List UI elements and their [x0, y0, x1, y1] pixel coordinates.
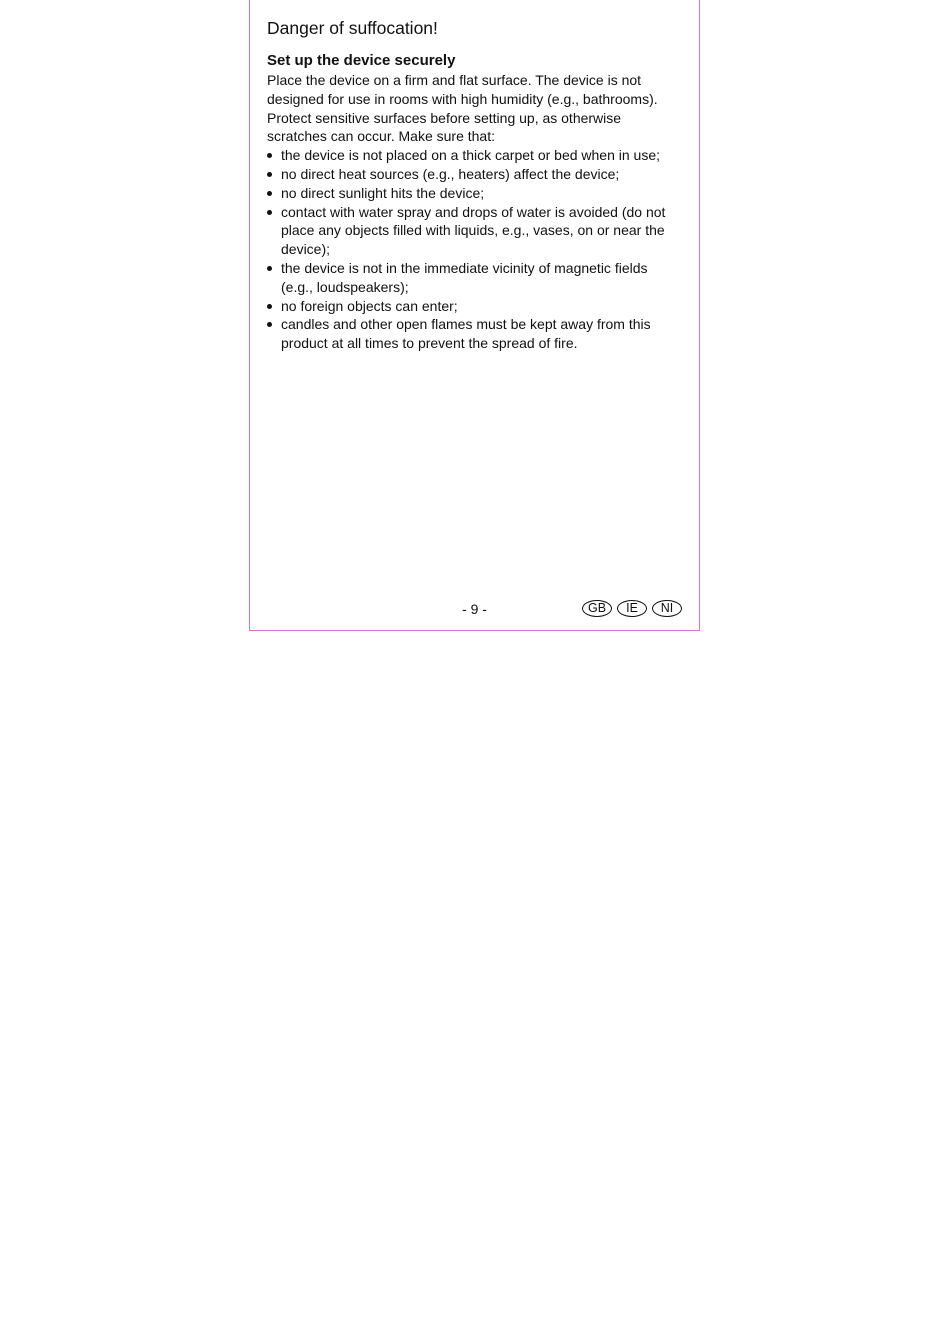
list-item-text: no foreign objects can enter; [281, 297, 458, 314]
bullet-icon [267, 172, 272, 177]
bullet-icon [267, 210, 272, 215]
list-item [267, 165, 679, 184]
bullet-list [267, 146, 679, 353]
country-badge-ni: NI [652, 600, 682, 617]
danger-heading: Danger of suffocation! [267, 18, 438, 38]
list-item-text: no direct sunlight hits the device; [281, 184, 485, 201]
section-heading: Set up the device securely [267, 52, 456, 69]
list-item [267, 315, 679, 353]
page-footer [250, 598, 699, 622]
page-content [267, 16, 679, 353]
country-badge-gb: GB [582, 600, 612, 617]
bullet-icon [267, 153, 272, 158]
page-number: - 9 - [462, 601, 487, 617]
list-item [267, 259, 679, 297]
bullet-icon [267, 304, 272, 309]
list-item-text: contact with water spray and drops of water is avoided (do not place any objects filled with liquids, e.g., vases, on or near the device); [281, 203, 666, 258]
country-badge-ie: IE [617, 600, 647, 617]
list-item-text: no direct heat sources (e.g., heaters) affect the device; [281, 165, 620, 182]
bullet-icon [267, 266, 272, 271]
country-badges [582, 600, 682, 617]
list-item [267, 203, 679, 259]
intro-paragraph: Place the device on a firm and flat surface. The device is not designed for use in rooms with high humidity (e.g., bathrooms). Protect sensitive surfaces before setting up, as otherwise scratches can occur. Make sure that: [267, 72, 658, 145]
document-page [249, 0, 700, 631]
list-item [267, 184, 679, 203]
list-item [267, 297, 679, 316]
list-item-text: candles and other open flames must be kept away from this product at all times to prevent the spread of fire. [281, 316, 651, 352]
list-item-text: the device is not placed on a thick carpet or bed when in use; [281, 147, 661, 164]
list-item-text: the device is not in the immediate vicinity of magnetic fields (e.g., loudspeakers); [281, 259, 648, 295]
bullet-icon [267, 191, 272, 196]
bullet-icon [267, 322, 272, 327]
list-item [267, 146, 679, 165]
